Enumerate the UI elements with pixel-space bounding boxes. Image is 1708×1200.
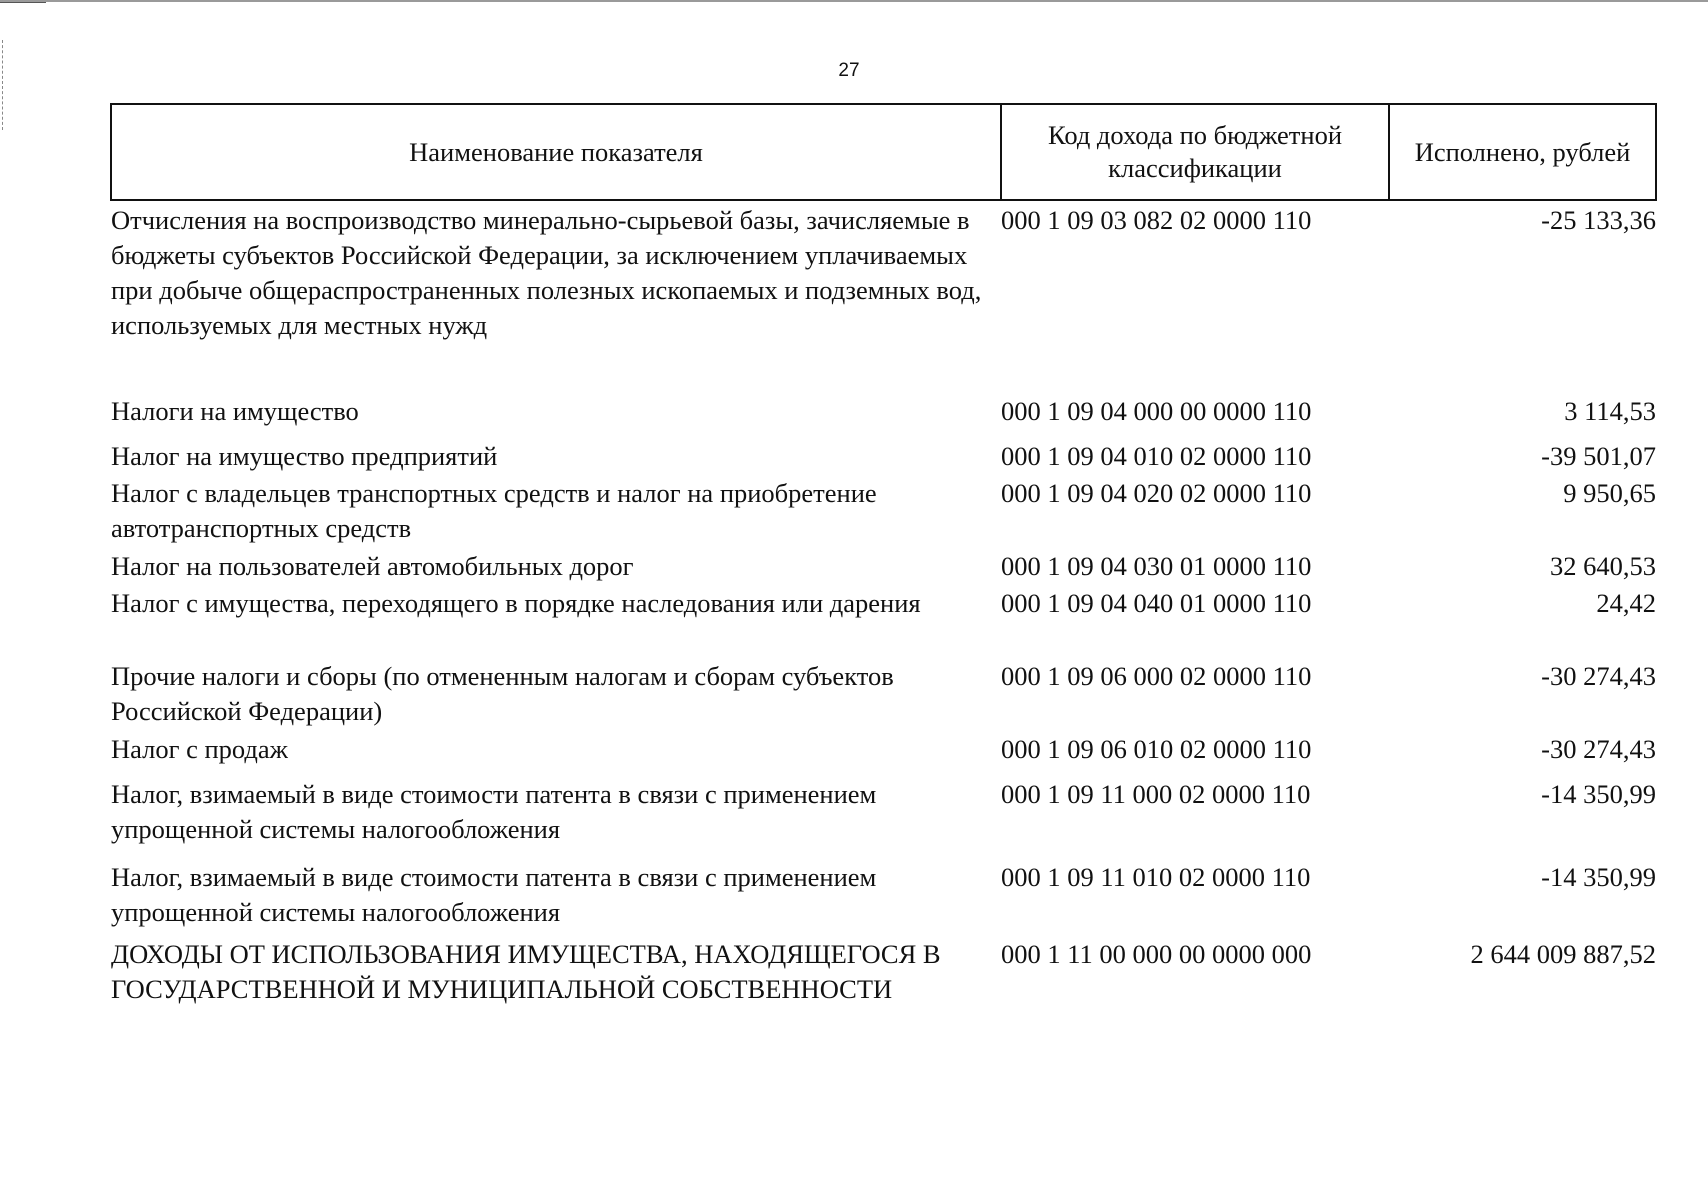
header-code: Код дохода по бюджетной классификации — [1001, 104, 1389, 200]
row-amount: -14 350,99 — [1541, 779, 1656, 809]
row-name: Налог с имущества, переходящего в порядке наследования или дарения — [111, 588, 921, 618]
row-name: Отчисления на воспроизводство минерально-сырьевой базы, зачисляемые в бюджеты субъектов Российской Федерации, за исключением уплачиваемых при добыче общераспространенных полезных ископаемых и подземных вод, используемых для местных нужд — [111, 205, 982, 340]
row-amount: 24,42 — [1596, 588, 1656, 618]
header-name: Наименование показателя — [111, 104, 1001, 200]
scan-edge-mark — [2, 40, 5, 130]
table-row — [111, 860, 1656, 937]
row-name: Налоги на имущество — [111, 396, 359, 426]
row-code: 000 1 09 03 082 02 0000 110 — [1001, 205, 1312, 235]
table-row — [111, 394, 1656, 439]
header-amount: Исполнено, рублей — [1389, 104, 1656, 200]
row-amount: -30 274,43 — [1541, 734, 1656, 764]
row-amount: -25 133,36 — [1541, 205, 1656, 235]
row-code: 000 1 09 04 040 01 0000 110 — [1001, 588, 1312, 618]
row-name: Налог, взимаемый в виде стоимости патента в связи с применением упрощенной системы налогообложения — [111, 779, 877, 844]
table-header-row — [111, 104, 1656, 200]
row-amount: -14 350,99 — [1541, 862, 1656, 892]
table-row — [111, 200, 1656, 394]
table-row — [111, 549, 1656, 586]
row-amount: 2 644 009 887,52 — [1470, 939, 1656, 969]
row-amount: -39 501,07 — [1541, 441, 1656, 471]
row-name: Налог с продаж — [111, 734, 288, 764]
table-row — [111, 777, 1656, 860]
table-row — [111, 439, 1656, 476]
table-row — [111, 659, 1656, 732]
row-name: Прочие налоги и сборы (по отмененным налогам и сборам субъектов Российской Федерации) — [111, 661, 894, 726]
table-row — [111, 476, 1656, 549]
top-edge-mark — [0, 2, 46, 3]
table-row — [111, 586, 1656, 659]
table-row — [111, 937, 1656, 1012]
revenue-table — [110, 103, 1657, 1012]
top-edge-rule — [0, 0, 1708, 2]
page-number: 27 — [838, 60, 860, 81]
row-amount: 3 114,53 — [1564, 396, 1656, 426]
row-code: 000 1 11 00 000 00 0000 000 — [1001, 939, 1312, 969]
row-name: ДОХОДЫ ОТ ИСПОЛЬЗОВАНИЯ ИМУЩЕСТВА, НАХОДЯЩЕГОСЯ В ГОСУДАРСТВЕННОЙ И МУНИЦИПАЛЬНОЙ СОБСТВЕННОСТИ — [111, 939, 941, 1004]
table-row — [111, 732, 1656, 777]
row-code: 000 1 09 11 000 02 0000 110 — [1001, 779, 1311, 809]
row-name: Налог с владельцев транспортных средств и налог на приобретение автотранспортных средств — [111, 478, 877, 543]
row-name: Налог на имущество предприятий — [111, 441, 498, 471]
row-code: 000 1 09 06 010 02 0000 110 — [1001, 734, 1312, 764]
row-amount: -30 274,43 — [1541, 661, 1656, 691]
row-amount: 32 640,53 — [1550, 551, 1656, 581]
row-name: Налог, взимаемый в виде стоимости патента в связи с применением упрощенной системы налогообложения — [111, 862, 877, 927]
row-code: 000 1 09 11 010 02 0000 110 — [1001, 862, 1311, 892]
row-name: Налог на пользователей автомобильных дорог — [111, 551, 634, 581]
row-code: 000 1 09 04 000 00 0000 110 — [1001, 396, 1312, 426]
row-code: 000 1 09 06 000 02 0000 110 — [1001, 661, 1312, 691]
row-code: 000 1 09 04 030 01 0000 110 — [1001, 551, 1312, 581]
row-amount: 9 950,65 — [1563, 478, 1656, 508]
row-code: 000 1 09 04 010 02 0000 110 — [1001, 441, 1312, 471]
row-code: 000 1 09 04 020 02 0000 110 — [1001, 478, 1312, 508]
